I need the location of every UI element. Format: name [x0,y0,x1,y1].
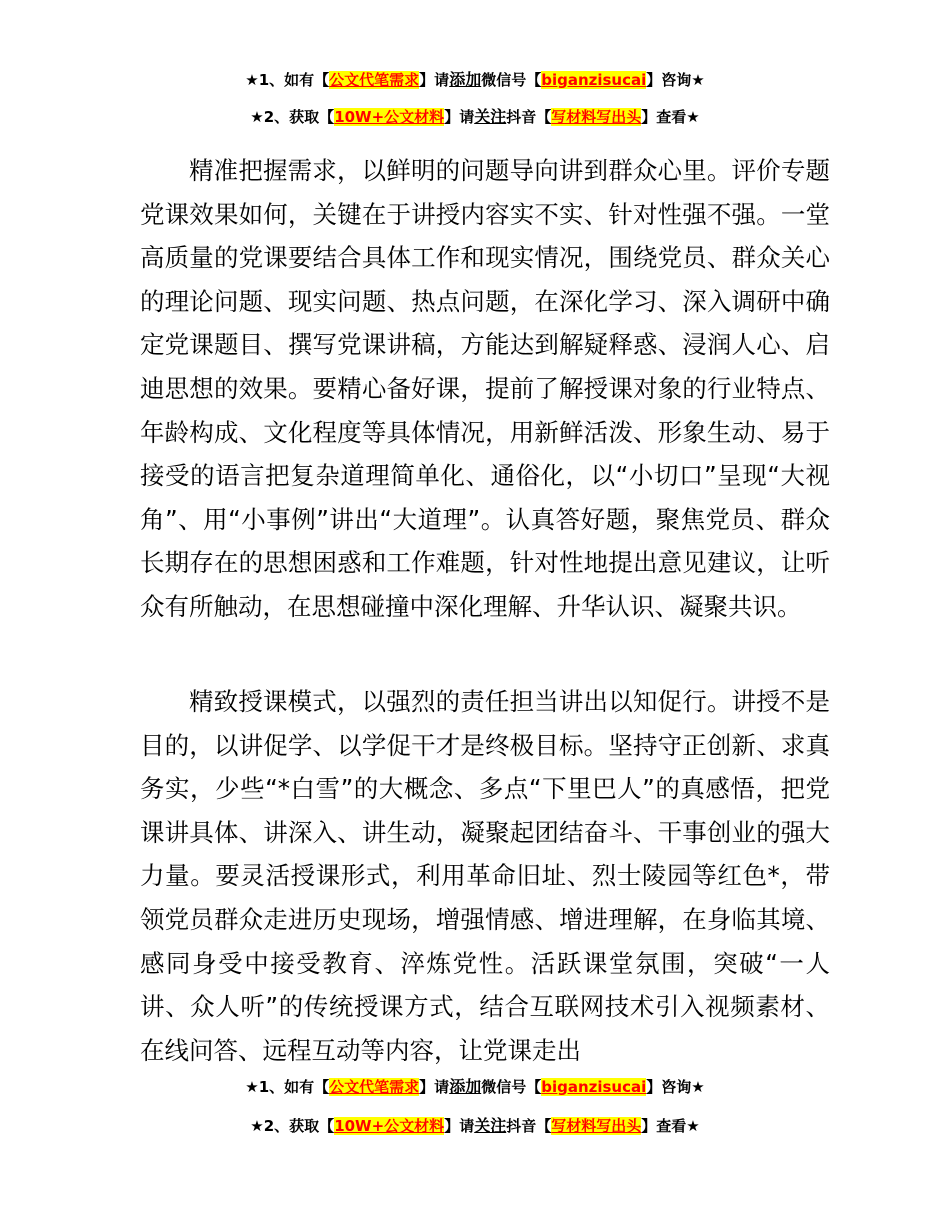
banner-text: ★1、如有【 [245,71,330,89]
underline-follow: 关注 [474,107,507,126]
body-paragraph-2: 精致授课模式，以强烈的责任担当讲出以知促行。讲授不是目的，以讲促学、以学促干才是终极目标。坚持守正创新、求真务实，少些“*白雪”的大概念、多点“下里巴人”的真感悟，把党课讲具体、讲深入、讲生动，凝聚起团结奋斗、干事创业的强大力量。要灵活授课形式，利用革命旧址、烈士陵园等红色*，带领党员群众走进历史现场，增强情感、增进理解，在身临其境、感同身受中接受教育、淬炼党性。活跃课堂氛围，突破“一人讲、众人听”的传统授课方式，结合互联网技术引入视频素材、在线问答、远程互动等内容，让党课走出 [140,687,830,1065]
highlight-wechat-id: biganzisucai [541,1078,647,1096]
banner-text: ★2、获取【 [250,1117,335,1135]
footer-banner-line-1 [0,1077,950,1097]
banner-text: 微信号【 [481,1078,542,1096]
underline-add: 添加 [449,70,482,89]
banner-text: ★2、获取【 [250,108,335,126]
header-banner-line-2 [0,107,950,127]
highlight-ghostwriting: 公文代笔需求 [329,1078,420,1096]
highlight-wechat-id: biganzisucai [541,71,647,89]
banner-text: 抖音【 [506,108,552,126]
banner-text: 微信号【 [481,71,542,89]
banner-text: 】查看★ [641,1117,700,1135]
banner-text: 】请 [419,71,450,89]
footer-banner-line-2 [0,1116,950,1136]
highlight-douyin-account: 写材料写出头 [551,1117,642,1135]
highlight-ghostwriting: 公文代笔需求 [329,71,420,89]
banner-text: 】查看★ [641,108,700,126]
header-banner-line-1 [0,70,950,90]
banner-text: 】请 [444,108,475,126]
body-paragraph-1: 精准把握需求，以鲜明的问题导向讲到群众心里。评价专题党课效果如何，关键在于讲授内容实不实、针对性强不强。一堂高质量的党课要结合具体工作和现实情况，围绕党员、群众关心的理论问题、现实问题、热点问题，在深化学习、深入调研中确定党课题目、撰写党课讲稿，方能达到解疑释惑、浸润人心、启迪思想的效果。要精心备好课，提前了解授课对象的行业特点、年龄构成、文化程度等具体情况，用新鲜活泼、形象生动、易于接受的语言把复杂道理简单化、通俗化，以“小切口”呈现“大视角”、用“小事例”讲出“大道理”。认真答好题，聚焦党员、群众长期存在的思想困惑和工作难题，针对性地提出意见建议，让听众有所触动，在思想碰撞中深化理解、升华认识、凝聚共识。 [140,156,830,621]
banner-text: ★1、如有【 [245,1078,330,1096]
banner-text: 】咨询★ [646,71,705,89]
highlight-materials: 10W+公文材料 [334,108,445,126]
highlight-douyin-account: 写材料写出头 [551,108,642,126]
banner-text: 】请 [419,1078,450,1096]
banner-text: 】咨询★ [646,1078,705,1096]
underline-follow: 关注 [474,1116,507,1135]
highlight-materials: 10W+公文材料 [334,1117,445,1135]
banner-text: 抖音【 [506,1117,552,1135]
underline-add: 添加 [449,1077,482,1096]
banner-text: 】请 [444,1117,475,1135]
